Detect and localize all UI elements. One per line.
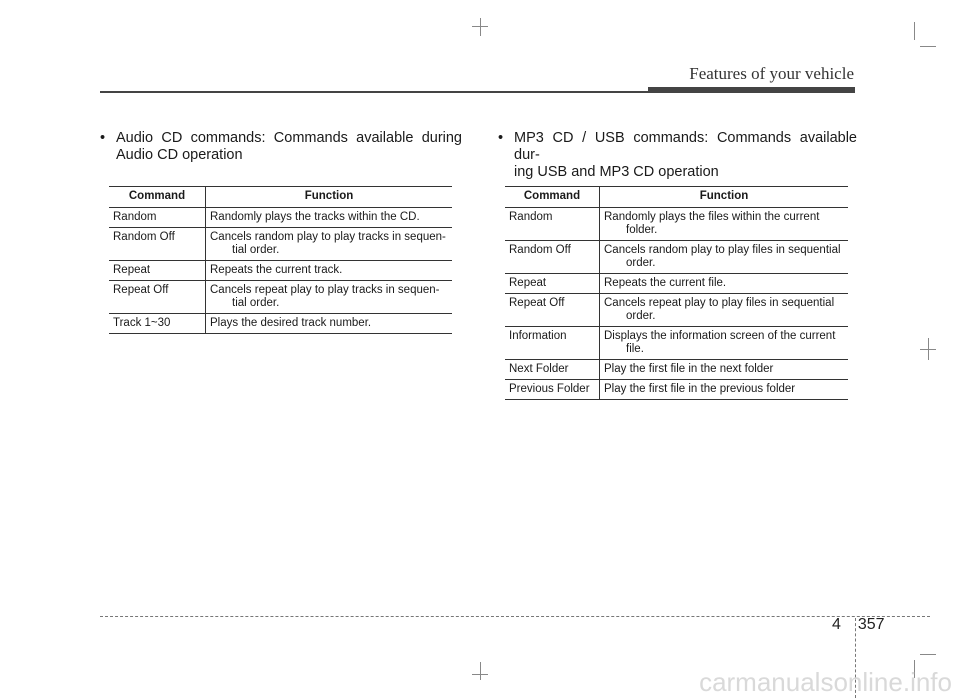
function-text-continued: tial order.: [232, 244, 280, 256]
mp3-usb-intro: [498, 130, 857, 181]
footer-rule: [100, 616, 930, 617]
function-text-continued: tial order.: [232, 297, 280, 309]
header-rule: [100, 91, 648, 93]
function-cell: [600, 274, 849, 294]
page-index: 357: [857, 616, 885, 633]
crop-mark: [480, 662, 481, 680]
function-text: Repeats the current file.: [604, 277, 727, 289]
command-cell: Random: [109, 208, 206, 228]
bullet-dot: •: [498, 130, 504, 146]
function-cell: [600, 327, 849, 360]
table-row: [505, 294, 848, 327]
table-row: [505, 360, 848, 380]
table-row: [109, 281, 452, 314]
function-cell: [600, 294, 849, 327]
bullet-dot: •: [100, 130, 106, 146]
table-row: [109, 228, 452, 261]
table-row: [505, 380, 848, 400]
mp3-usb-intro-line1: MP3 CD / USB commands: Commands available dur-: [514, 130, 857, 163]
function-text: Play the first file in the previous folder: [604, 383, 796, 395]
table-row: [505, 327, 848, 360]
mp3-usb-command-table: [505, 186, 848, 400]
function-text: Cancels random play to play files in sequential: [604, 244, 841, 256]
column-header-function: Function: [600, 187, 849, 208]
watermark: carmanualsonline.info: [699, 667, 952, 697]
table-row: [505, 241, 848, 274]
command-cell: Previous Folder: [505, 380, 600, 400]
page-number: [832, 616, 885, 634]
function-text: Cancels repeat play to play files in sequential: [604, 297, 835, 309]
crop-mark: [920, 654, 936, 655]
function-cell: [600, 241, 849, 274]
function-cell: [206, 314, 453, 334]
function-text: Play the first file in the next folder: [604, 363, 774, 375]
function-text: Cancels random play to play tracks in sequen-: [210, 231, 446, 243]
audio-cd-intro-line2: Audio CD operation: [116, 147, 243, 163]
command-cell: Random Off: [109, 228, 206, 261]
crop-mark: [914, 22, 915, 40]
function-cell: [600, 208, 849, 241]
table-row: [505, 274, 848, 294]
crop-mark: [480, 18, 481, 36]
table-row: [109, 261, 452, 281]
column-header-command: Command: [505, 187, 600, 208]
function-text: Plays the desired track number.: [210, 317, 372, 329]
function-text: Displays the information screen of the current: [604, 330, 836, 342]
chapter-number: 4: [832, 616, 841, 633]
crop-mark: [472, 674, 488, 675]
command-cell: Repeat Off: [109, 281, 206, 314]
function-text: Cancels repeat play to play tracks in sequen-: [210, 284, 440, 296]
audio-cd-intro: [100, 130, 462, 164]
function-text-continued: file.: [626, 343, 644, 355]
column-header-function: Function: [206, 187, 453, 208]
function-cell: [206, 208, 453, 228]
function-cell: [600, 360, 849, 380]
function-text: Repeats the current track.: [210, 264, 343, 276]
command-cell: Information: [505, 327, 600, 360]
function-text: Randomly plays the tracks within the CD.: [210, 211, 420, 223]
column-header-command: Command: [109, 187, 206, 208]
command-cell: Repeat Off: [505, 294, 600, 327]
function-text: Randomly plays the files within the current: [604, 211, 820, 223]
function-cell: [600, 380, 849, 400]
header-rule-accent: [648, 87, 855, 93]
command-cell: Repeat: [109, 261, 206, 281]
table-row: [109, 208, 452, 228]
function-cell: [206, 261, 453, 281]
table-row: [505, 208, 848, 241]
command-cell: Next Folder: [505, 360, 600, 380]
function-cell: [206, 228, 453, 261]
command-cell: Random Off: [505, 241, 600, 274]
command-cell: Repeat: [505, 274, 600, 294]
section-title: Features of your vehicle: [689, 64, 854, 83]
mp3-usb-intro-line2: ing USB and MP3 CD operation: [514, 164, 719, 180]
crop-mark: [472, 26, 488, 27]
command-cell: Track 1~30: [109, 314, 206, 334]
crop-mark: [920, 46, 936, 47]
audio-cd-command-table: [109, 186, 452, 334]
crop-mark: [920, 349, 936, 350]
function-text-continued: order.: [626, 257, 656, 269]
function-cell: [206, 281, 453, 314]
function-text-continued: order.: [626, 310, 656, 322]
audio-cd-intro-line1: Audio CD commands: Commands available during: [116, 130, 462, 146]
command-cell: Random: [505, 208, 600, 241]
table-row: [109, 314, 452, 334]
function-text-continued: folder.: [626, 224, 658, 236]
